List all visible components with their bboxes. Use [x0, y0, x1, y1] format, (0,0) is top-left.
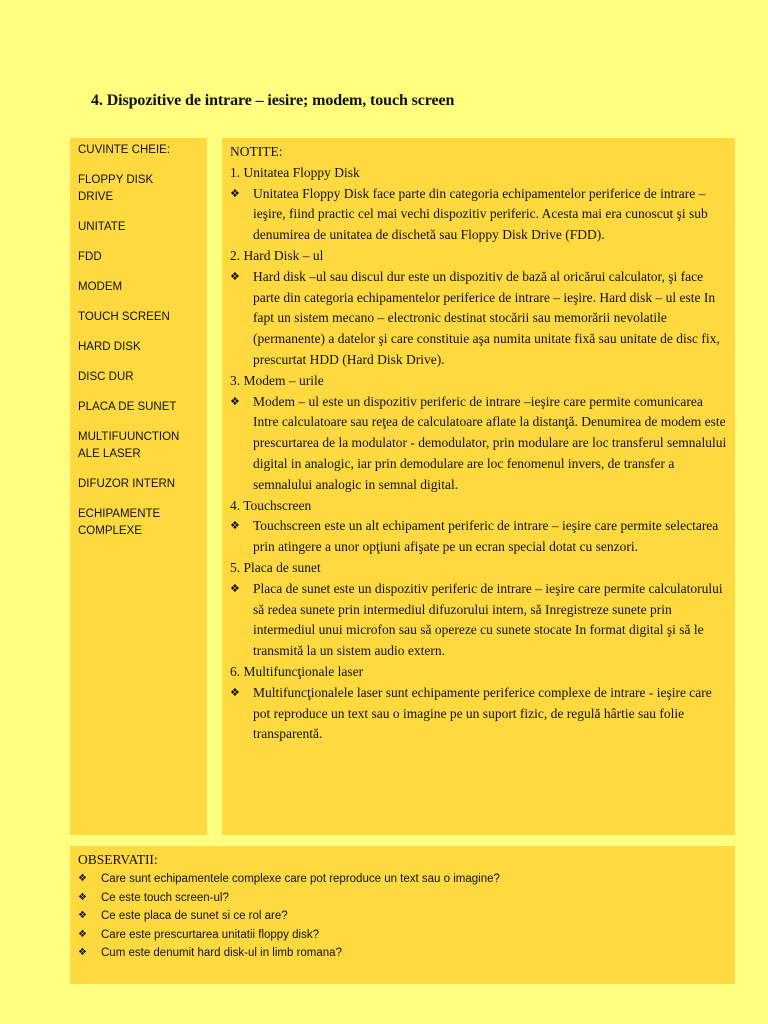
observations-content [78, 850, 728, 963]
keyword-item: UNITATE [78, 221, 126, 233]
section-paragraph [230, 579, 730, 662]
diamond-bullet-icon: ❖ [230, 581, 240, 595]
diamond-bullet-icon: ❖ [78, 910, 87, 921]
question-text: Ce este placa de sunet si ce rol are? [101, 910, 288, 922]
question-text: Care sunt echipamentele complexe care pot reproduce un text sau o imagine? [101, 873, 500, 885]
section-title: 4. Touchscreen [230, 497, 312, 513]
notes-panel [222, 138, 735, 835]
diamond-bullet-icon: ❖ [230, 186, 240, 200]
keyword-item: MULTIFUUNCTION ALE LASER [78, 431, 180, 460]
section-text: Touchscreen este un alt echipament periferic de intrare – ieşire care permite selectarea prin atingere a unor opţiuni afişate pe un ecran special dotat cu senzori. [253, 518, 719, 555]
keyword-item: DIFUZOR INTERN [78, 478, 176, 490]
diamond-bullet-icon: ❖ [78, 873, 87, 884]
keyword-item: MODEM [78, 281, 123, 293]
notes-heading: NOTITE: [230, 144, 283, 159]
section-text: Hard disk –ul sau discul dur este un dispozitiv de bază al oricărui calculator, şi face parte din categoria echipamentelor periferice de intrare – ieşire. Hard disk – ul este In fapt un sistem mecano – electronic destinat stocării sau memorării nevolatile (permanente) a datelor şi care constituie aşa numita unitate fixă sau unitate de disc fix, prescurtat HDD (Hard Disk Drive). [253, 268, 720, 367]
section-title: 2. Hard Disk – ul [230, 247, 324, 263]
question-item [78, 926, 728, 945]
diamond-bullet-icon: ❖ [230, 685, 240, 699]
section-paragraph [230, 392, 730, 496]
keyword-item: FLOPPY DISK DRIVE [78, 174, 154, 203]
keyword-item: TOUCH SCREEN [78, 311, 170, 323]
question-text: Cum este denumit hard disk-ul in limb romana? [101, 947, 342, 959]
diamond-bullet-icon: ❖ [230, 269, 240, 283]
question-item [78, 889, 728, 908]
diamond-bullet-icon: ❖ [78, 928, 87, 940]
section-paragraph [230, 683, 730, 745]
section-paragraph [230, 267, 730, 371]
notes-content [230, 142, 730, 745]
question-text: Ce este touch screen-ul? [101, 891, 229, 904]
section-title: 5. Placa de sunet [230, 559, 321, 575]
keywords-panel [70, 138, 207, 835]
section-paragraph [230, 516, 730, 558]
question-item [78, 870, 728, 889]
section-text: Modem – ul este un dispozitiv periferic de intrare –ieşire care permite comunicarea Intre calculatoare sau reţea de calculatoare aflate la distanţă. Denumirea de modem este prescurtarea de la modulator - demodulator, prin modulare are loc transferul semnalului digital in analogic, iar prin demodulare are loc fenomenul invers, de transfer a semnalului analogic in semnal digital. [253, 393, 727, 492]
page-title: 4. Dispozitive de intrare – iesire; modem, touch screen [91, 92, 455, 109]
question-item [78, 907, 728, 926]
section-title: 1. Unitatea Floppy Disk [230, 164, 360, 180]
section-text: Unitatea Floppy Disk face parte din categoria echipamentelor periferice de intrare – ieşire, fiind practic cel mai vechi dispozitiv periferic. Acesta mai era cunoscut şi sub denumirea de unitatea de dischetă sau Floppy Disk Drive (FDD). [253, 185, 708, 243]
keyword-item: FDD [78, 251, 102, 263]
keyword-item: PLACA DE SUNET [78, 401, 177, 413]
question-text: Care este prescurtarea unitatii floppy disk? [101, 928, 319, 941]
observations-panel [70, 846, 735, 984]
diamond-bullet-icon: ❖ [230, 519, 240, 533]
keywords-list [78, 142, 203, 553]
keyword-item: DISC DUR [78, 371, 134, 383]
observations-heading: OBSERVATII: [78, 852, 158, 867]
section-paragraph [230, 184, 730, 246]
section-text: Multifuncţionalele laser sunt echipamente periferice complexe de intrare - ieşire care pot reproduce un text sau o imagine pe un suport fizic, de regulă hârtie sau folie transparentă. [253, 684, 712, 742]
section-title: 3. Modem – urile [230, 372, 324, 388]
keyword-item: HARD DISK [78, 341, 141, 353]
diamond-bullet-icon: ❖ [230, 394, 240, 408]
keywords-heading: CUVINTE CHEIE: [78, 144, 171, 156]
question-item [78, 944, 728, 963]
diamond-bullet-icon: ❖ [78, 891, 87, 903]
section-title: 6. Multifuncţionale laser [230, 663, 364, 679]
section-text: Placa de sunet este un dispozitiv periferic de intrare – ieşire care permite calculatorului să redea sunete prin intermediul difuzorului intern, să Inregistreze sunete prin intermediul unui microfon sau să opereze cu sunete stocate In format digital şi să le transmită la un sistem audio extern. [253, 580, 723, 659]
keyword-item: ECHIPAMENTE COMPLEXE [78, 508, 161, 537]
diamond-bullet-icon: ❖ [78, 947, 87, 958]
